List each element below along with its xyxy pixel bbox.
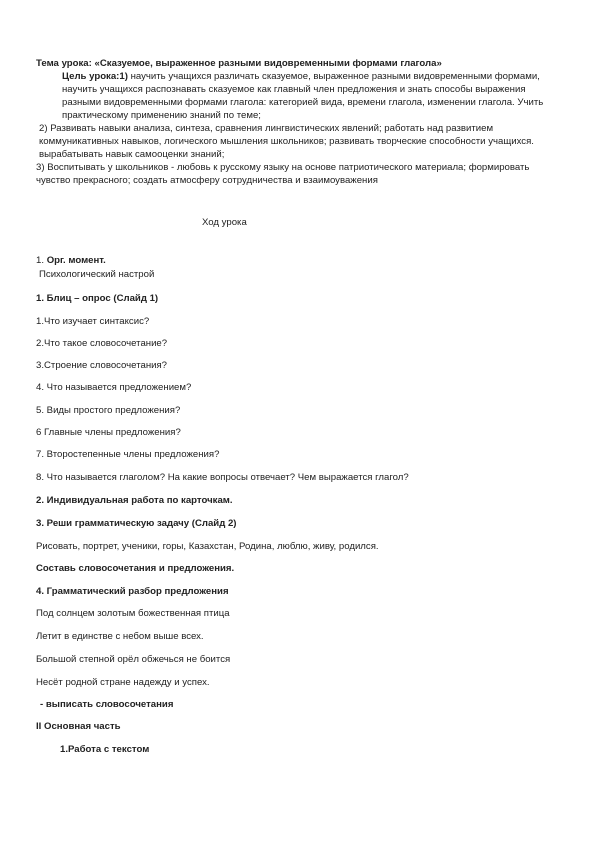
blitz-title: 1. Блиц – опрос (Слайд 1) bbox=[36, 293, 159, 304]
stage-number: 1. bbox=[36, 255, 45, 266]
poem-line: Под солнцем золотым божественная птица bbox=[36, 608, 230, 619]
stage-subtitle: Психологический настрой bbox=[39, 269, 155, 280]
topic-text: «Сказуемое, выраженное разными видовременными формами глагола» bbox=[94, 58, 442, 69]
parsing-task: - выписать словосочетания bbox=[40, 699, 174, 710]
poem-line: Большой степной орёл обжечься не боится bbox=[36, 654, 231, 665]
grammar-task-title: 3. Реши грамматическую задачу (Слайд 2) bbox=[36, 518, 237, 529]
lesson-goal-3: 3) Воспитывать у школьников - любовь к русскому языку на основе патриотического материала; формировать чувство прекрасного; создать атмосферу сотрудничества и взаимоуважения bbox=[36, 162, 530, 187]
blitz-question: 8. Что называется глаголом? На какие вопросы отвечает? Чем выражается глагол? bbox=[36, 472, 409, 483]
topic-label: Тема урока: bbox=[36, 58, 92, 69]
lesson-flow-title: Ход урока bbox=[202, 217, 247, 228]
individual-work-title: 2. Индивидуальная работа по карточкам. bbox=[36, 495, 233, 506]
grammar-task-words: Рисовать, портрет, ученики, горы, Казахстан, Родина, люблю, живу, родился. bbox=[36, 541, 379, 552]
lesson-topic bbox=[36, 57, 564, 70]
grammar-task-instruction: Составь словосочетания и предложения. bbox=[36, 563, 235, 574]
stage-title: Орг. момент. bbox=[46, 255, 106, 266]
main-part-subtitle: 1.Работа с текстом bbox=[60, 744, 150, 755]
main-part-title: II Основная часть bbox=[36, 721, 121, 732]
blitz-question: 4. Что называется предложением? bbox=[36, 382, 192, 393]
lesson-goal-2: 2) Развивать навыки анализа, синтеза, сравнения лингвистических явлений; работать над развитием коммуникативных навыков, логического мышления школьников; развивать творческие способности учащихся. вырабатывать навык самооценки знаний; bbox=[39, 123, 534, 161]
stage-org-moment bbox=[36, 254, 106, 267]
lesson-intro bbox=[36, 57, 564, 187]
blitz-question: 6 Главные члены предложения? bbox=[36, 427, 181, 438]
blitz-question: 7. Второстепенные члены предложения? bbox=[36, 449, 220, 460]
goal-label: Цель урока:1) bbox=[62, 71, 128, 83]
goal-text: научить учащихся различать сказуемое, выраженное разными видовременными формами, научить учащихся распознавать сказуемое как главный член предложения и знать способы выражения разными видовременными формами глагола: категорией вида, времени глагола, изменении глагола. Учить практическому применению знаний по теме; bbox=[62, 71, 544, 122]
blitz-question: 1.Что изучает синтаксис? bbox=[36, 316, 150, 327]
lesson-goal bbox=[36, 70, 564, 122]
parsing-title: 4. Грамматический разбор предложения bbox=[36, 586, 229, 597]
blitz-question: 5. Виды простого предложения? bbox=[36, 405, 181, 416]
blitz-question: 2.Что такое словосочетание? bbox=[36, 338, 168, 349]
blitz-question: 3.Строение словосочетания? bbox=[36, 360, 168, 371]
poem-line: Летит в единстве с небом выше всех. bbox=[36, 631, 204, 642]
poem-line: Несёт родной стране надежду и успех. bbox=[36, 677, 210, 688]
